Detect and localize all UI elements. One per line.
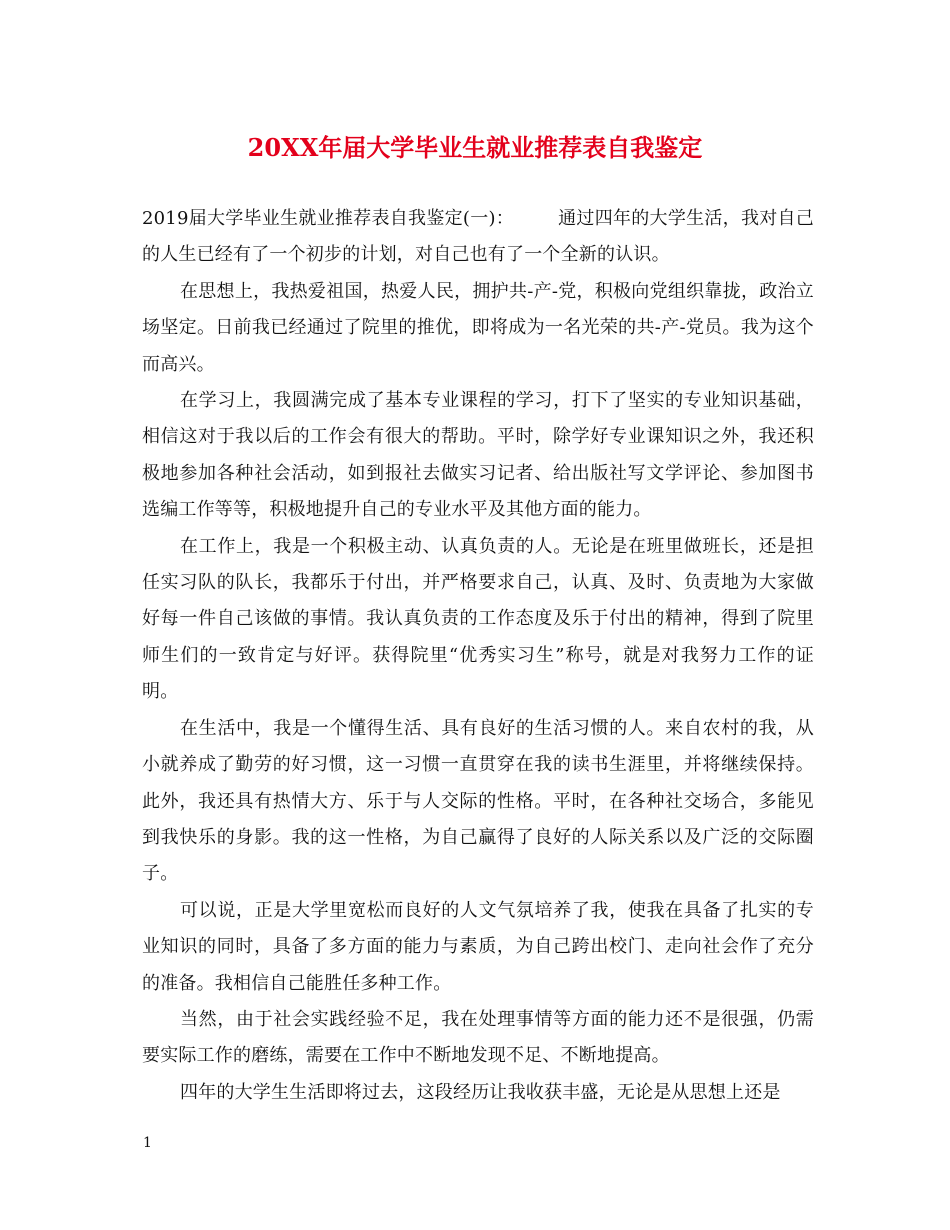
- paragraph-summary: 可以说，正是大学里宽松而良好的人文气氛培养了我，使我在具备了扎实的专业知识的同时，具备了多方面的能力与素质，为自己跨出校门、走向社会作了充分的准备。我相信自己能胜任多种工作。: [142, 899, 814, 994]
- intro-label: 2019届大学毕业生就业推荐表自我鉴定(一)：: [142, 208, 515, 229]
- paragraph-closing: 四年的大学生生活即将过去，这段经历让我收获丰盛，无论是从思想上还是: [180, 1081, 781, 1103]
- intro-text: 通过四年的大学生活，我对自己的人生已经有了一个初步的计划，对自己也有了一个全新的认识。: [142, 208, 814, 266]
- paragraph-life: 在生活中，我是一个懂得生活、具有良好的生活习惯的人。来自农村的我，从小就养成了勤劳的好习惯，这一习惯一直贯穿在我的读书生涯里，并将继续保持。此外，我还具有热情大方、乐于与人交际的性格。平时，在各种社交场合，多能见到我快乐的身影。我的这一性格，为自己赢得了良好的人际关系以及广泛的交际圈子。: [142, 717, 814, 885]
- paragraph-shortcomings: 当然，由于社会实践经验不足，我在处理事情等方面的能力还不是很强，仍需要实际工作的磨练，需要在工作中不断地发现不足、不断地提高。: [142, 1008, 814, 1067]
- intro-paragraph: [142, 201, 814, 274]
- page-number: 1: [143, 1135, 152, 1151]
- document-title: 20XX年届大学毕业生就业推荐表自我鉴定: [247, 133, 703, 162]
- document-body: [142, 201, 814, 1111]
- paragraph-work: 在工作上，我是一个积极主动、认真负责的人。无论是在班里做班长，还是担任实习队的队长，我都乐于付出，并严格要求自己，认真、及时、负责地为大家做好每一件自己该做的事情。我认真负责的工作态度及乐于付出的精神，得到了院里师生们的一致肯定与好评。获得院里“优秀实习生”称号，就是对我努力工作的证明。: [142, 535, 814, 703]
- paragraph-thought: 在思想上，我热爱祖国，热爱人民，拥护共-产-党，积极向党组织靠拢，政治立场坚定。日前我已经通过了院里的推优，即将成为一名光荣的共-产-党员。我为这个而高兴。: [142, 280, 814, 375]
- paragraph-study: 在学习上，我圆满完成了基本专业课程的学习，打下了坚实的专业知识基础，相信这对于我以后的工作会有很大的帮助。平时，除学好专业课知识之外，我还积极地参加各种社会活动，如到报社去做实习记者、给出版社写文学评论、参加图书选编工作等等，积极地提升自己的专业水平及其他方面的能力。: [142, 390, 814, 521]
